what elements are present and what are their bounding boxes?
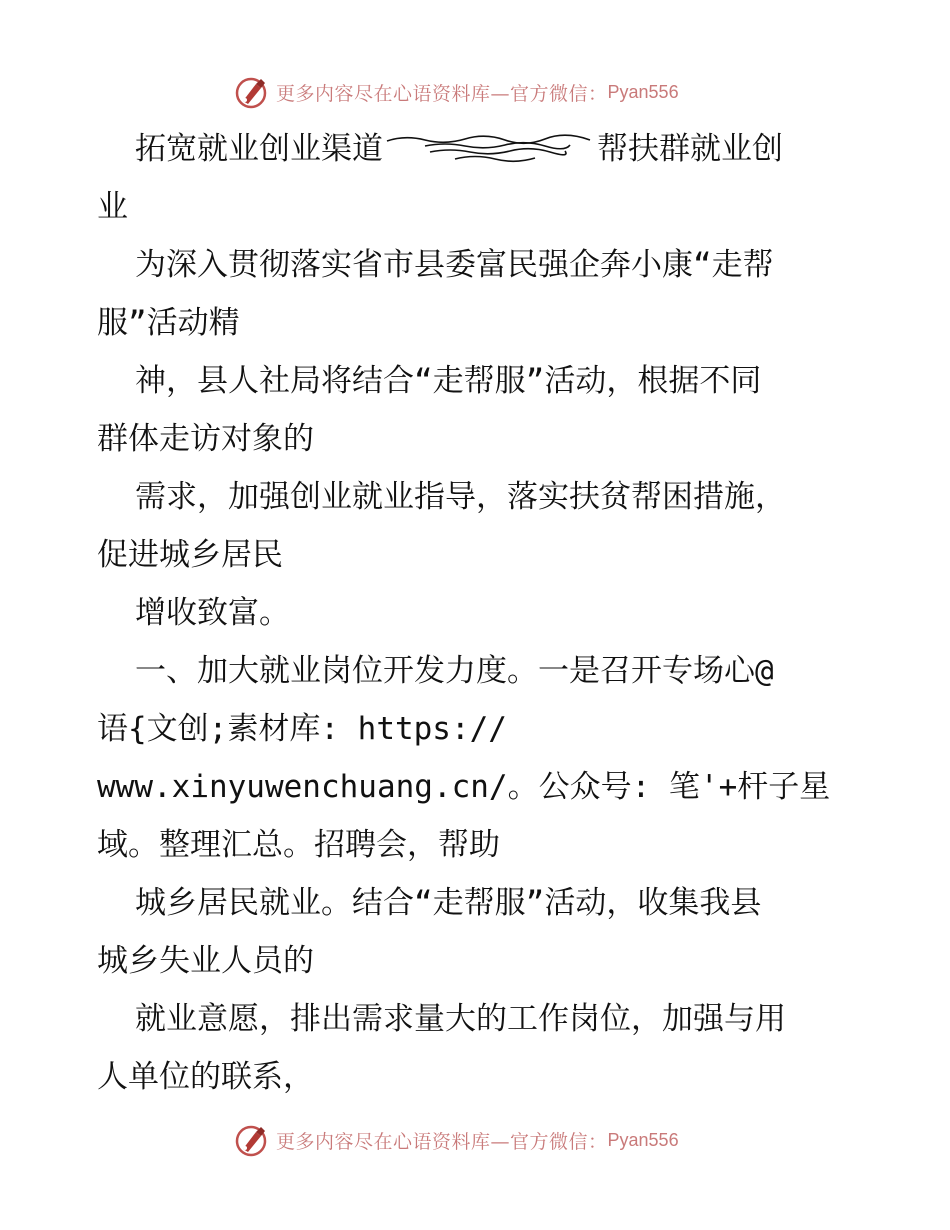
watermark-contact: Pyan556: [607, 1129, 679, 1150]
text-line: 群体走访对象的: [97, 421, 314, 457]
text-line: 增收致富。: [135, 595, 290, 631]
watermark-text: 更多内容尽在心语资料库—官方微信：: [276, 1130, 608, 1153]
watermark-banner-bottom: [234, 1120, 714, 1160]
pen-in-circle-logo: [234, 74, 270, 110]
watermark-contact: Pyan556: [607, 81, 679, 102]
text-line: 服”活动精: [97, 305, 240, 341]
text-line: 就业意愿，排出需求量大的工作岗位，加强与用: [135, 1001, 786, 1037]
text-line: www.xinyuwenchuang.cn/。公众号: 笔'+杆子星: [97, 769, 831, 805]
text-line: 城乡失业人员的: [97, 943, 314, 979]
text-line: 为深入贯彻落实省市县委富民强企奔小康“走帮: [135, 247, 774, 283]
text-line: 促进城乡居民: [97, 537, 283, 573]
text-line: 城乡居民就业。结合“走帮服”活动，收集我县: [135, 885, 762, 921]
text-line: 语{文创;素材库: https://: [97, 711, 507, 747]
line-text: 帮扶群就业创: [597, 131, 783, 167]
text-line: 人单位的联系，: [97, 1059, 314, 1095]
text-line: 一、加大就业岗位开发力度。一是召开专场心@: [135, 653, 774, 689]
text-line: 域。整理汇总。招聘会，帮助: [97, 827, 500, 863]
watermark-banner-top: [234, 72, 714, 112]
text-line: 业: [97, 189, 128, 225]
text-line: [97, 120, 857, 178]
line-text: 拓宽就业创业渠道: [135, 131, 383, 167]
pen-in-circle-logo: [234, 1122, 270, 1158]
wavy-scribble-icon: [385, 133, 595, 163]
text-line: 需求，加强创业就业指导，落实扶贫帮困措施，: [135, 479, 786, 515]
text-line: 神，县人社局将结合“走帮服”活动，根据不同: [135, 363, 762, 399]
document-body: [97, 120, 857, 1106]
watermark-text: 更多内容尽在心语资料库—官方微信：: [276, 82, 608, 105]
